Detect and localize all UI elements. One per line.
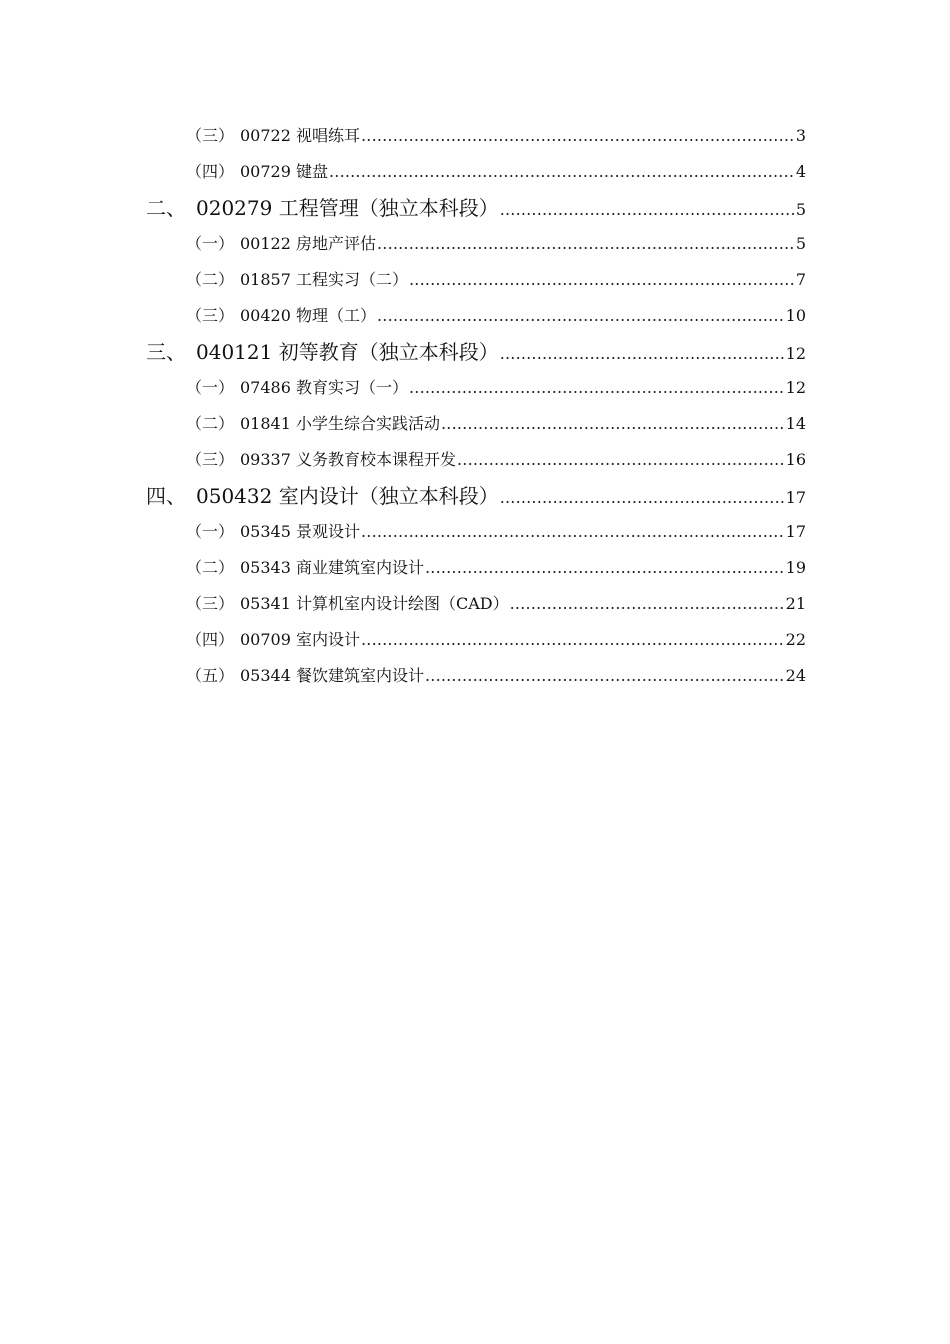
dot-leader: [409, 370, 785, 406]
toc-section-title: 040121 初等教育（独立本科段）: [196, 340, 499, 364]
toc-entry-page-number: 24: [785, 666, 806, 685]
toc-entry-title: 09337 义务教育校本课程开发: [240, 450, 456, 469]
dot-leader: [377, 226, 795, 262]
toc-entry-page-number: 14: [785, 414, 806, 433]
toc-entry[interactable]: [0, 658, 806, 694]
dot-leader: [500, 480, 785, 516]
toc-entry-marker: （二）: [186, 558, 235, 577]
toc-entry-page-number: 5: [795, 234, 806, 253]
toc-entry-marker: （一）: [186, 378, 235, 397]
toc-entry-title: 01857 工程实习（二）: [240, 270, 408, 289]
dot-leader: [425, 550, 785, 586]
dot-leader: [425, 658, 785, 694]
toc-entry-marker: （三）: [186, 450, 235, 469]
toc-entry-title: 05344 餐饮建筑室内设计: [240, 666, 424, 685]
toc-entry-marker: （二）: [186, 414, 235, 433]
dot-leader: [409, 262, 795, 298]
toc-section-marker: 三、: [146, 340, 186, 364]
toc-entry-page-number: 5: [795, 200, 806, 219]
dot-leader: [361, 118, 795, 154]
toc-entry-marker: （四）: [186, 630, 235, 649]
dot-leader: [510, 586, 785, 622]
toc-entry-marker: （三）: [186, 306, 235, 325]
toc-entry-page-number: 17: [785, 488, 806, 507]
toc-section-title: 020279 工程管理（独立本科段）: [196, 196, 499, 220]
toc-entry[interactable]: [0, 370, 806, 406]
toc-entry-page-number: 16: [785, 450, 806, 469]
toc-entry-page-number: 12: [785, 344, 806, 363]
toc-entry[interactable]: [0, 298, 806, 334]
toc-entry[interactable]: [0, 406, 806, 442]
toc-entry[interactable]: [0, 550, 806, 586]
toc-entry-marker: （三）: [186, 126, 235, 145]
toc-entry-title: 00722 视唱练耳: [240, 126, 360, 145]
dot-leader: [361, 514, 785, 550]
dot-leader: [377, 298, 785, 334]
toc-entry-page-number: 7: [795, 270, 806, 289]
toc-entry-marker: （三）: [186, 594, 235, 613]
toc-entry-title: 07486 教育实习（一）: [240, 378, 408, 397]
toc-entry-marker: （二）: [186, 270, 235, 289]
table-of-contents: [0, 118, 950, 694]
toc-section-entry[interactable]: [0, 334, 806, 370]
toc-entry[interactable]: [0, 118, 806, 154]
toc-entry-page-number: 12: [785, 378, 806, 397]
dot-leader: [457, 442, 785, 478]
toc-entry-marker: （一）: [186, 234, 235, 253]
toc-entry-marker: （一）: [186, 522, 235, 541]
toc-entry[interactable]: [0, 262, 806, 298]
dot-leader: [500, 336, 785, 372]
toc-section-title: 050432 室内设计（独立本科段）: [196, 484, 499, 508]
toc-entry-title: 05341 计算机室内设计绘图（CAD）: [240, 594, 509, 613]
toc-entry-page-number: 19: [785, 558, 806, 577]
toc-entry-marker: （五）: [186, 666, 235, 685]
toc-entry-page-number: 22: [785, 630, 806, 649]
toc-entry[interactable]: [0, 586, 806, 622]
toc-entry-page-number: 3: [795, 126, 806, 145]
toc-entry-marker: （四）: [186, 162, 235, 181]
toc-section-marker: 四、: [146, 484, 186, 508]
toc-section-entry[interactable]: [0, 478, 806, 514]
toc-entry[interactable]: [0, 622, 806, 658]
toc-section-entry[interactable]: [0, 190, 806, 226]
toc-section-marker: 二、: [146, 196, 186, 220]
toc-entry[interactable]: [0, 226, 806, 262]
toc-entry[interactable]: [0, 154, 806, 190]
toc-entry-page-number: 21: [785, 594, 806, 613]
toc-entry-page-number: 17: [785, 522, 806, 541]
toc-entry-title: 00709 室内设计: [240, 630, 360, 649]
dot-leader: [329, 154, 795, 190]
toc-entry[interactable]: [0, 514, 806, 550]
toc-entry-title: 05343 商业建筑室内设计: [240, 558, 424, 577]
dot-leader: [361, 622, 785, 658]
toc-entry-title: 05345 景观设计: [240, 522, 360, 541]
dot-leader: [500, 192, 795, 228]
toc-entry-title: 01841 小学生综合实践活动: [240, 414, 440, 433]
toc-entry-page-number: 10: [785, 306, 806, 325]
toc-entry-title: 00122 房地产评估: [240, 234, 376, 253]
toc-entry[interactable]: [0, 442, 806, 478]
toc-entry-title: 00420 物理（工）: [240, 306, 376, 325]
toc-entry-page-number: 4: [795, 162, 806, 181]
dot-leader: [441, 406, 785, 442]
toc-entry-title: 00729 键盘: [240, 162, 328, 181]
